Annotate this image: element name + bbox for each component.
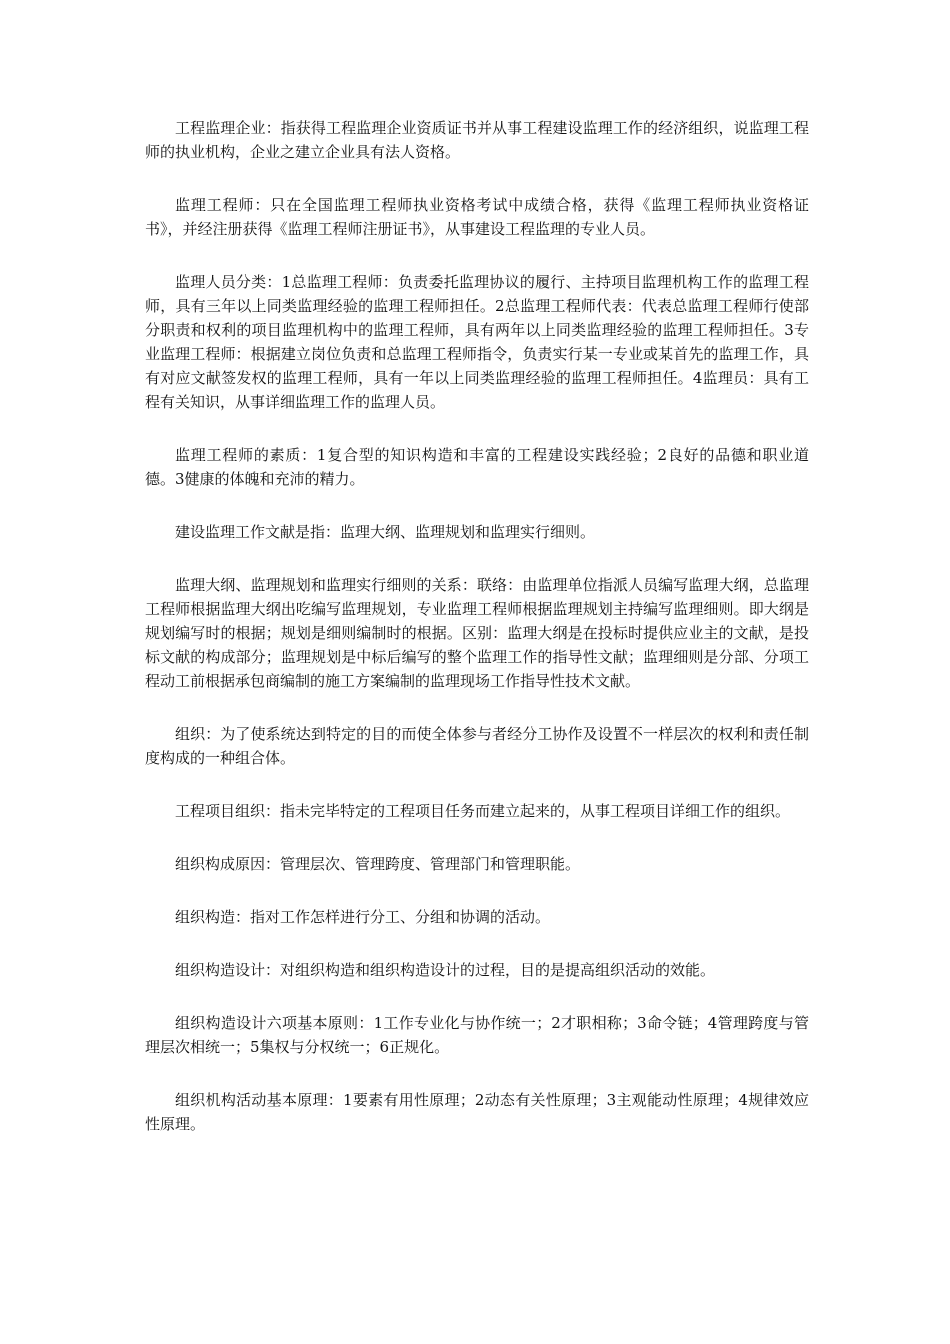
- paragraph-activity-principles: 组织机构活动基本原理：1要素有用性原理；2动态有关性原理；3主观能动性原理；4规律效应性原理。: [145, 1091, 809, 1133]
- paragraph-supervisor-categories: 监理人员分类：1总监理工程师：负责委托监理协议的履行、主持项目监理机构工作的监理工程师，具有三年以上同类监理经验的监理工程师担任。2总监理工程师代表：代表总监理工程师行使部分职责和权利的项目监理机构中的监理工程师，具有两年以上同类监理经验的监理工程师担任。3专业监理工程师：根据建立岗位负责和总监理工程师指令，负责实行某一专业或某首先的监理工作，具有对应文献签发权的监理工程师，具有一年以上同类监理经验的监理工程师担任。4监理员：具有工程有关知识，从事详细监理工作的监理人员。: [145, 273, 809, 411]
- paragraph-design-principles: 组织构造设计六项基本原则：1工作专业化与协作统一；2才职相称；3命令链；4管理跨度与管理层次相统一；5集权与分权统一；6正规化。: [145, 1014, 809, 1056]
- paragraph-organization: 组织：为了使系统达到特定的目的而使全体参与者经分工协作及设置不一样层次的权利和责任制度构成的一种组合体。: [145, 725, 809, 767]
- paragraph-engineering-supervision-enterprise: 工程监理企业：指获得工程监理企业资质证书并从事工程建设监理工作的经济组织，说监理工程师的执业机构，企业之建立企业具有法人资格。: [145, 119, 809, 161]
- paragraph-supervision-engineer: 监理工程师：只在全国监理工程师执业资格考试中成绩合格，获得《监理工程师执业资格证书》，并经注册获得《监理工程师注册证书》，从事建设工程监理的专业人员。: [145, 196, 809, 238]
- paragraph-engineer-qualities: 监理工程师的素质：1复合型的知识构造和丰富的工程建设实践经验；2良好的品德和职业道德。3健康的体魄和充沛的精力。: [145, 446, 809, 488]
- paragraph-structure-design: 组织构造设计：对组织构造和组织构造设计的过程，目的是提高组织活动的效能。: [175, 961, 716, 979]
- paragraph-documents-relationship: 监理大纲、监理规划和监理实行细则的关系：联络：由监理单位指派人员编写监理大纲，总监理工程师根据监理大纲出吃编写监理规划，专业监理工程师根据监理规划主持编写监理细则。即大纲是规划编写时的根据；规划是细则编制时的根据。区别：监理大纲是在投标时提供应业主的文献，是投标文献的构成部分；监理规划是中标后编写的整个监理工作的指导性文献；监理细则是分部、分项工程动工前根据承包商编制的施工方案编制的监理现场工作指导性技术文献。: [145, 576, 809, 690]
- paragraph-organization-structure: 组织构造：指对工作怎样进行分工、分组和协调的活动。: [175, 908, 551, 926]
- paragraph-supervision-documents: 建设监理工作文献是指：监理大纲、监理规划和监理实行细则。: [175, 523, 596, 541]
- paragraph-organization-factors: 组织构成原因：管理层次、管理跨度、管理部门和管理职能。: [175, 855, 581, 873]
- document-body: [145, 116, 809, 1165]
- paragraph-project-organization: 工程项目组织：指未完毕特定的工程项目任务而建立起来的，从事工程项目详细工作的组织。: [175, 802, 791, 820]
